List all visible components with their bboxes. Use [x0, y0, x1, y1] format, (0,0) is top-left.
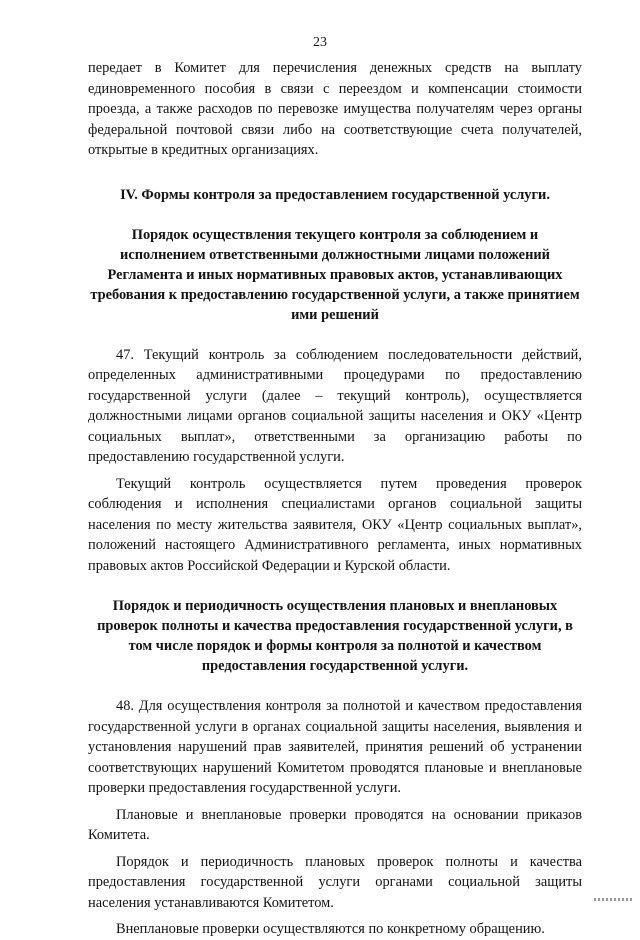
- subsection-current-control-title: Порядок осуществления текущего контроля за соблюдением и исполнением ответственными должностными лицами положений Регламента и иных нормативных правовых актов, устанавливающих требования к предоставлению государственной услуги, а также принятием ими решений: [90, 226, 580, 323]
- paragraph-48-unscheduled: Внеплановые проверки осуществляются по конкретному обращению.: [116, 921, 545, 937]
- paragraph-48: 48. Для осуществления контроля за полнотой и качеством предоставления государственной услуги в органах социальной защиты населения, выявления и установления нарушений прав заявителей, принятия решений об устранении соответствующих нарушений Комитетом проводятся плановые и внеплановые проверки предоставления государственной услуги.: [88, 698, 582, 796]
- paragraph-continuation: передает в Комитет для перечисления денежных средств на выплату единовременного пособия в связи с переездом и компенсации стоимости проезда, а также расходов по перевозке имущества получателям через органы федеральной почтовой связи либо на соответствующие счета получателей, открытые в кредитных организациях.: [88, 60, 582, 158]
- section-iv-title: IV. Формы контроля за предоставлением государственной услуги.: [120, 186, 550, 203]
- paragraph-47-continued: Текущий контроль осуществляется путем проведения проверок соблюдения и исполнения специалистами органов социальной защиты населения по месту жительства заявителя, ОКУ «Центр социальных выплат», положений настоящего Административного регламента, иных нормативных правовых актов Российской Федерации и Курской области.: [88, 475, 582, 574]
- page-number: 23: [313, 35, 327, 50]
- paragraph-48-periodicity: Порядок и периодичность плановых проверок полноты и качества предоставления государственной услуги органами социальной защиты населения устанавливаются Комитетом.: [88, 853, 582, 911]
- page-content: [88, 58, 582, 940]
- scan-artifact: [594, 898, 634, 901]
- subsection-inspections-title: Порядок и периодичность осуществления плановых и внеплановых проверок полноты и качества предоставления государственной услуги, в том числе порядок и формы контроля за полнотой и качеством предоставления государственной услуги.: [97, 598, 573, 674]
- paragraph-47: 47. Текущий контроль за соблюдением последовательности действий, определенных административными процедурами по предоставлению государственной услуги (далее – текущий контроль), осуществляется должностными лицами органов социальной защиты населения и ОКУ «Центр социальных выплат», ответственными за организацию работы по предоставлению государственной услуги.: [88, 346, 582, 465]
- paragraph-48-orders: Плановые и внеплановые проверки проводятся на основании приказов Комитета.: [88, 806, 582, 843]
